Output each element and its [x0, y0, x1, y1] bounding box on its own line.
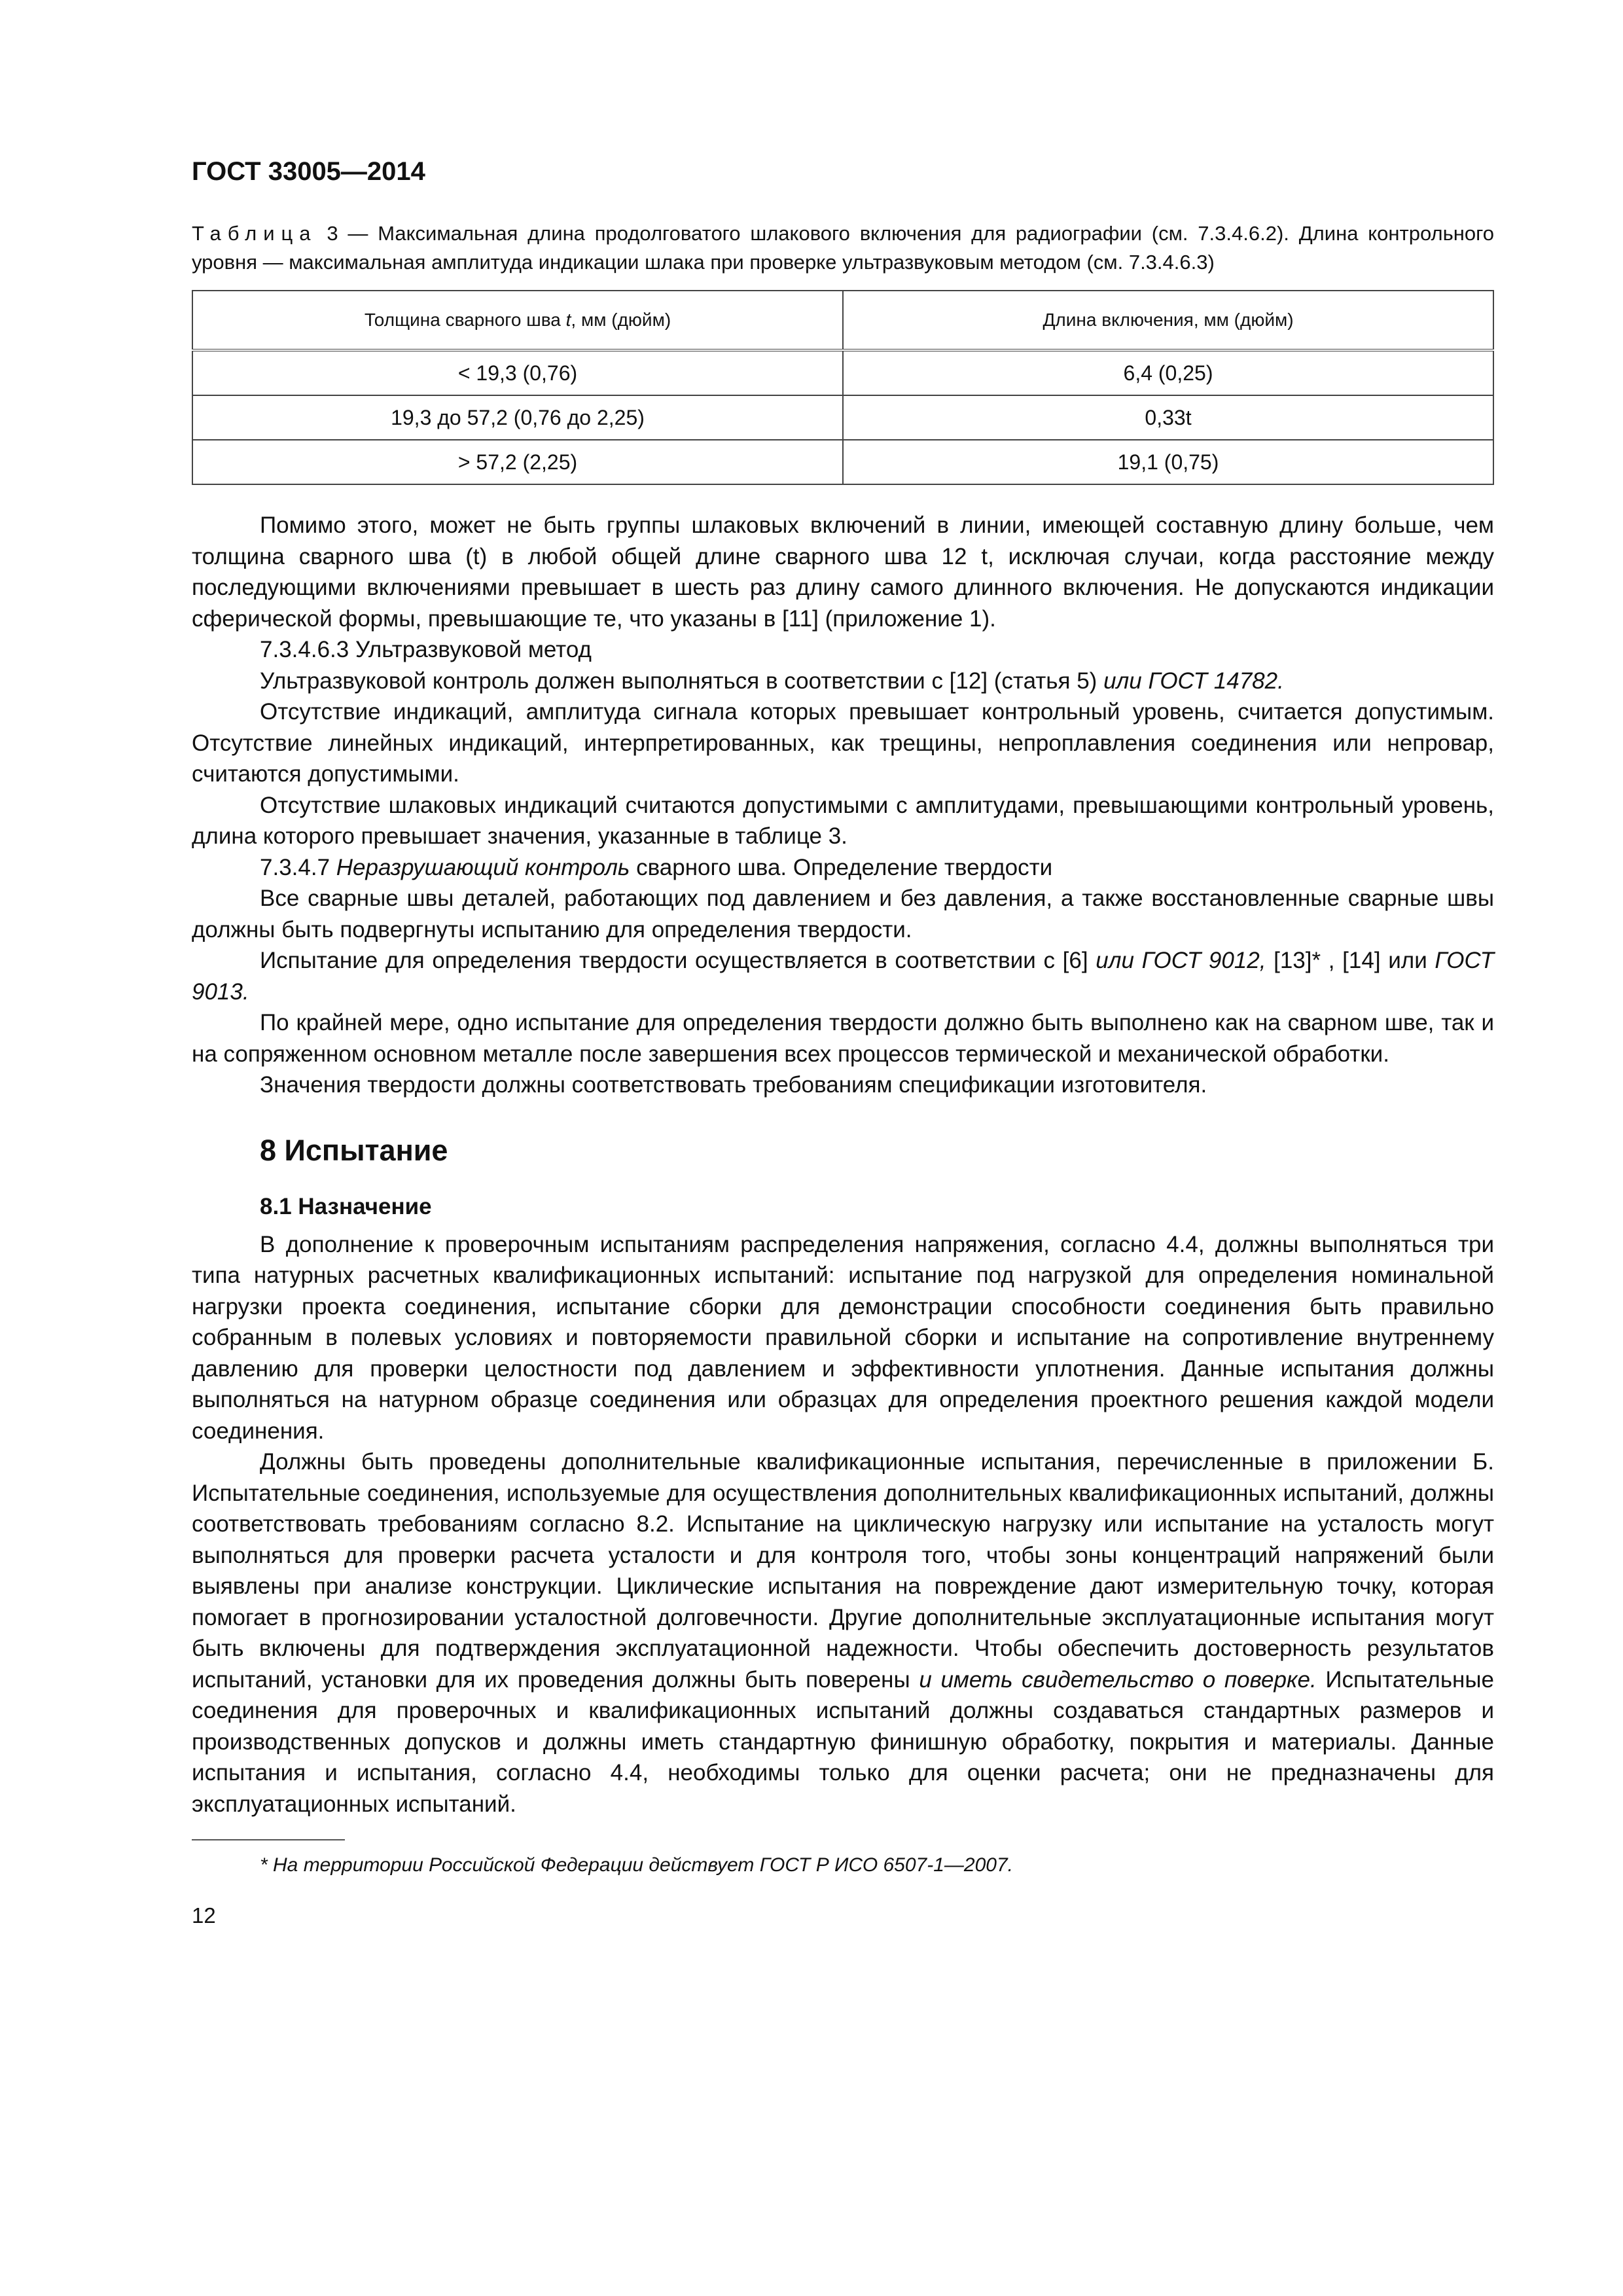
section-title: 8 Испытание	[260, 1133, 448, 1167]
table-number: 3	[327, 222, 338, 245]
footnote-divider	[192, 1839, 345, 1840]
paragraph: Испытание для определения твердости осуществляется в соответствии с [6] или ГОСТ 9012, [13]* , [14] или ГОСТ 9013.	[192, 948, 1495, 1005]
paragraph: Отсутствие индикаций, амплитуда сигнала которых превышает контрольный уровень, считается допустимым. Отсутствие линейных индикаций, интерпретированных, как трещины, непроплавления соединения или непровар, считаются допустимыми.	[192, 699, 1494, 787]
paragraph: Все сварные швы деталей, работающих под давлением и без давления, а также восстановленные сварные швы должны быть подвергнуты испытанию для определения твердости.	[192, 886, 1494, 942]
table-label: Таблица	[192, 222, 317, 245]
paragraph: Ультразвуковой контроль должен выполняться в соответствии с [12] (статья 5) или ГОСТ 14782.	[260, 668, 1284, 694]
table-cell: 6,4 (0,25)	[843, 350, 1493, 395]
table-header-row	[192, 291, 1493, 350]
paragraph: Значения твердости должны соответствовать требованиям спецификации изготовителя.	[260, 1072, 1207, 1098]
footnote: * На территории Российской Федерации действует ГОСТ Р ИСО 6507-1—2007.	[260, 1854, 1013, 1876]
paragraph: Помимо этого, может не быть группы шлаковых включений в линии, имеющей составную длину больше, чем толщина сварного шва (t) в любой общей длине сварного шва 12 t, исключая случаи, когда расстояние между последующими включениями превышает в шесть раз длину самого длинного включения. Не допускаются индикации сферической формы, превышающие те, что указаны в [11] (приложение 1).	[192, 512, 1494, 632]
subsection-heading-ultrasonic: 7.3.4.6.3 Ультразвуковой метод	[260, 637, 592, 662]
table-row	[192, 440, 1493, 484]
table-caption	[192, 219, 1494, 277]
table-cell: 19,1 (0,75)	[843, 440, 1493, 484]
page-number: 12	[192, 1903, 216, 1928]
document-header: ГОСТ 33005—2014	[192, 157, 425, 186]
body-text	[192, 510, 1494, 1820]
paragraph: По крайней мере, одно испытание для определения твердости должно быть выполнено как на сварном шве, так и на сопряженном основном металле после завершения всех процессов термической и механической обработки.	[192, 1010, 1494, 1067]
subsection-heading-hardness: 7.3.4.7 Неразрушающий контроль сварного шва. Определение твердости	[260, 854, 1053, 880]
paragraph: В дополнение к проверочным испытаниям распределения напряжения, согласно 4.4, должны выполняться три типа натурных расчетных квалификационных испытаний: испытание под нагрузкой для определения номинальной нагрузки проекта соединения, испытание сборки для демонстрации способности соединения быть правильно собранным в полевых условиях и повторяемости правильной сборки и испытание на сопротивление внутреннему давлению для проверки целостности под давлением и эффективности уплотнения. Данные испытания должны выполняться на натурном образце соединения или образцах для определения проектного решения каждой модели соединения.	[192, 1231, 1494, 1444]
table-cell: 19,3 до 57,2 (0,76 до 2,25)	[192, 395, 843, 440]
table-caption-text: — Максимальная длина продолговатого шлакового включения для радиографии (см. 7.3.4.6.2). Длина контрольного уровня — максимальная амплитуда индикации шлака при проверке ультразвуковым методом (см. 7.3.4.6.3)	[192, 222, 1494, 274]
table-header-length: Длина включения, мм (дюйм)	[843, 291, 1493, 350]
table-cell: 0,33t	[843, 395, 1493, 440]
subsection-title: 8.1 Назначение	[260, 1193, 432, 1219]
inclusion-length-table	[192, 290, 1494, 485]
table-row	[192, 395, 1493, 440]
document-page	[192, 157, 1494, 1928]
paragraph: Отсутствие шлаковых индикаций считаются допустимыми с амплитудами, превышающими контрольный уровень, длина которого превышает значения, указанные в таблице 3.	[192, 792, 1494, 849]
table-cell: > 57,2 (2,25)	[192, 440, 843, 484]
paragraph: Должны быть проведены дополнительные квалификационные испытания, перечисленные в приложении Б. Испытательные соединения, используемые для осуществления дополнительных квалификационных испытаний, должны соответствовать требованиям согласно 8.2. Испытание на циклическую нагрузку или испытание на усталость могут выполняться для проверки расчета усталости и для контроля того, чтобы зоны концентраций напряжений были выявлены при анализе конструкции. Циклические испытания на повреждение дают измерительную точку, которая помогает в прогнозировании усталостной долговечности. Другие дополнительные эксплуатационные испытания могут быть включены для подтверждения эксплуатационной надежности. Чтобы обеспечить достоверность результатов испытаний, установки для их проведения должны быть поверены и иметь свидетельство о поверке. Испытательные соединения для проверочных и квалификационных испытаний должны создаваться стандартных размеров и производственных допусков и должны иметь стандартную финишную обработку, покрытия и материалы. Данные испытания и испытания, согласно 4.4, необходимы только для оценки расчета; они не предназначены для эксплуатационных испытаний.	[192, 1449, 1494, 1817]
table-row	[192, 350, 1493, 395]
table-header-thickness: Толщина сварного шва t, мм (дюйм)	[192, 291, 843, 350]
table-cell: < 19,3 (0,76)	[192, 350, 843, 395]
